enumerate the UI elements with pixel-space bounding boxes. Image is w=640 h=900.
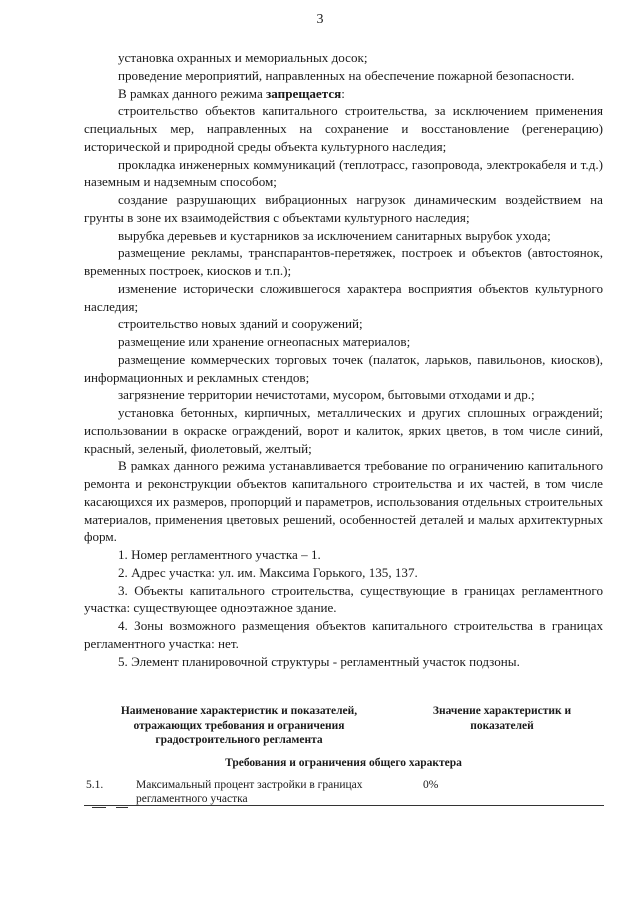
- body-text: [84, 49, 603, 670]
- paragraph: строительство новых зданий и сооружений;: [118, 316, 363, 332]
- paragraph: [84, 85, 603, 103]
- paragraph: проведение мероприятий, направленных на обеспечение пожарной безопасности.: [118, 67, 575, 83]
- paragraph-lead: В рамках данного режима: [118, 85, 267, 101]
- paragraph: строительство объектов капитального строительства, за исключением применения специальных мер, направленных на сохранение и восстановление (регенерацию) исторической и природной среды объекта культурного наследия;: [84, 103, 603, 154]
- paragraph: прокладка инженерных коммуникаций (теплотрасс, газопровода, электрокабеля и т.д.) наземным и надземным способом;: [84, 156, 603, 190]
- paragraph: установка бетонных, кирпичных, металлических и других сплошных ограждений; использовании в окраске ограждений, ворот и калиток, ярких цветов, в том числе синий, красный, зеленый, фиолетовый, желтый;: [84, 405, 603, 456]
- table-row-divider: [84, 805, 604, 806]
- column-header-name: Наименование характеристик и показателей, отражающих требования и ограничения градостроительного регламента: [120, 705, 358, 746]
- paragraph: 1. Номер регламентного участка – 1.: [118, 547, 321, 562]
- paragraph: 4. Зоны возможного размещения объектов капитального строительства в границах регламентного участка: нет.: [84, 618, 603, 651]
- scan-dash: [92, 807, 106, 808]
- paragraph: установка охранных и мемориальных досок;: [118, 50, 368, 65]
- paragraph: размещение или хранение огнеопасных материалов;: [118, 334, 411, 349]
- paragraph: размещение коммерческих торговых точек (палаток, ларьков, павильонов, киосков), информационных и рекламных стендов;: [84, 351, 603, 385]
- paragraph: вырубка деревьев и кустарников за исключением санитарных вырубок ухода;: [118, 227, 551, 243]
- paragraph: создание разрушающих вибрационных нагрузок динамическим воздействием на грунты в зоне их взаимодействия с объектами культурного наследия;: [84, 192, 603, 225]
- paragraph: загрязнение территории нечистотами, мусором, бытовыми отходами и др.;: [118, 387, 535, 403]
- paragraph: размещение рекламы, транспарантов-перетяжек, построек и объектов (автостоянок, временных построек, киосков и т.п.);: [84, 245, 603, 278]
- paragraph: В рамках данного режима устанавливается требование по ограничению капитального ремонта и реконструкции объектов капитального строительства и их частей, в том числе касающихся их размеров, пропорций и параметров, использования отдельных строительных материалов, применения цветовых решений, особенностей деталей и малых архитектурных форм.: [84, 458, 603, 545]
- page-number: 3: [316, 12, 324, 27]
- paragraph: 5. Элемент планировочной структуры - регламентный участок подзоны.: [118, 653, 520, 669]
- row-number: 5.1.: [86, 779, 104, 791]
- paragraph: изменение исторически сложившегося характера восприятия объектов культурного наследия;: [84, 280, 603, 314]
- row-name: Максимальный процент застройки в границах регламентного участка: [136, 779, 363, 805]
- row-value: 0%: [423, 779, 439, 791]
- paragraph: 3. Объекты капитального строительства, существующие в границах регламентного участка: существующее одноэтажное здание.: [84, 582, 603, 616]
- column-header-value: Значение характеристик и показателей: [432, 705, 572, 732]
- bold-keyword: запрещается: [266, 85, 342, 101]
- paragraph: 2. Адрес участка: ул. им. Максима Горького, 135, 137.: [118, 564, 418, 580]
- table-section-heading: Требования и ограничения общего характера: [225, 757, 462, 769]
- paragraph-tail: :: [341, 85, 345, 101]
- scan-dash: [116, 807, 128, 808]
